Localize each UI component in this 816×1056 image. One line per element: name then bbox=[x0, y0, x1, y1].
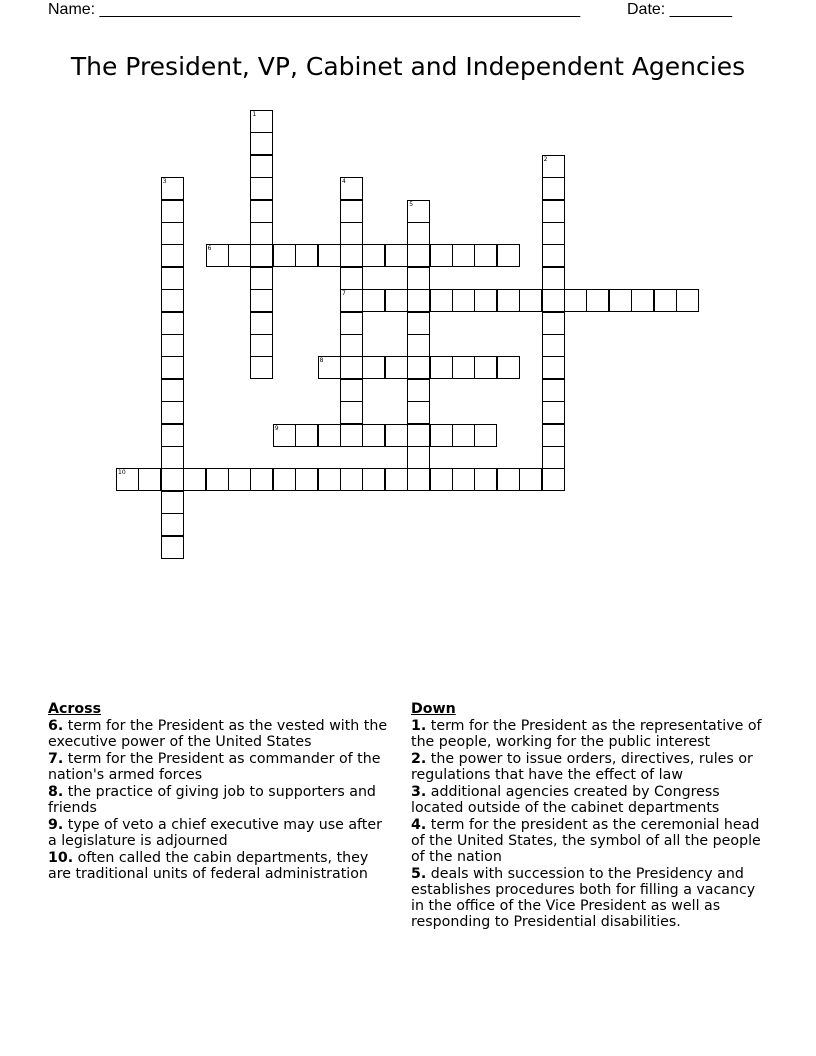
crossword-cell[interactable] bbox=[542, 200, 565, 223]
crossword-cell[interactable] bbox=[474, 289, 497, 312]
crossword-cell[interactable] bbox=[250, 312, 273, 335]
clue-number: 5. bbox=[411, 866, 427, 882]
cell-number: 8 bbox=[319, 357, 324, 365]
clue-text: term for the President as the representative of the people, working for the public interest bbox=[411, 718, 762, 750]
crossword-cell[interactable] bbox=[452, 289, 475, 312]
crossword-cell[interactable] bbox=[407, 356, 430, 379]
crossword-cell[interactable] bbox=[385, 356, 408, 379]
crossword-cell[interactable] bbox=[340, 267, 363, 290]
crossword-cell[interactable] bbox=[452, 356, 475, 379]
clue-across bbox=[48, 817, 393, 849]
clue-down bbox=[411, 751, 769, 783]
crossword-cell[interactable] bbox=[676, 289, 699, 312]
crossword-cell[interactable] bbox=[161, 536, 184, 559]
crossword-cell[interactable] bbox=[228, 468, 251, 491]
crossword-cell[interactable] bbox=[161, 468, 184, 491]
crossword-cell[interactable] bbox=[542, 334, 565, 357]
crossword-cell[interactable] bbox=[609, 289, 632, 312]
clue-number: 2. bbox=[411, 751, 427, 767]
across-heading: Across bbox=[48, 701, 102, 717]
crossword-cell[interactable] bbox=[385, 424, 408, 447]
crossword-cell[interactable] bbox=[318, 244, 341, 267]
crossword-cell[interactable] bbox=[161, 513, 184, 536]
crossword-cell[interactable] bbox=[161, 356, 184, 379]
crossword-cell[interactable] bbox=[161, 177, 184, 200]
crossword-cell[interactable] bbox=[407, 379, 430, 402]
crossword-cell[interactable] bbox=[250, 110, 273, 133]
clue-number: 7. bbox=[48, 751, 64, 767]
crossword-cell[interactable] bbox=[542, 267, 565, 290]
crossword-cell[interactable] bbox=[407, 334, 430, 357]
crossword-cell[interactable] bbox=[206, 244, 229, 267]
clue-down bbox=[411, 718, 769, 750]
clue-number: 4. bbox=[411, 817, 427, 833]
crossword-cell[interactable] bbox=[250, 356, 273, 379]
crossword-cell[interactable] bbox=[542, 222, 565, 245]
clue-across bbox=[48, 784, 393, 816]
crossword-cell[interactable] bbox=[340, 424, 363, 447]
crossword-cell[interactable] bbox=[385, 244, 408, 267]
clue-down bbox=[411, 784, 769, 816]
crossword-cell[interactable] bbox=[161, 401, 184, 424]
crossword-cell[interactable] bbox=[250, 222, 273, 245]
crossword-cell[interactable] bbox=[430, 356, 453, 379]
across-clues bbox=[48, 700, 393, 883]
crossword-cell[interactable] bbox=[362, 289, 385, 312]
cell-number: 1 bbox=[252, 111, 257, 118]
crossword-cell[interactable] bbox=[474, 468, 497, 491]
crossword-cell[interactable] bbox=[295, 468, 318, 491]
crossword-cell[interactable] bbox=[497, 289, 520, 312]
crossword-cell[interactable] bbox=[542, 468, 565, 491]
crossword-cell[interactable] bbox=[586, 289, 609, 312]
crossword-cell[interactable] bbox=[161, 267, 184, 290]
clue-number: 1. bbox=[411, 718, 427, 734]
clue-across bbox=[48, 850, 393, 882]
down-heading: Down bbox=[411, 701, 456, 717]
clue-down bbox=[411, 866, 769, 930]
crossword-cell[interactable] bbox=[474, 424, 497, 447]
clue-text: often called the cabin departments, they are traditional units of federal administration bbox=[48, 850, 369, 882]
crossword-cell[interactable] bbox=[250, 132, 273, 155]
crossword-cell[interactable] bbox=[340, 289, 363, 312]
crossword-cell[interactable] bbox=[430, 468, 453, 491]
crossword-cell[interactable] bbox=[161, 424, 184, 447]
crossword-cell[interactable] bbox=[519, 289, 542, 312]
clue-number: 6. bbox=[48, 718, 64, 734]
crossword-cell[interactable] bbox=[250, 468, 273, 491]
cell-number: 10 bbox=[118, 469, 126, 477]
crossword-cell[interactable] bbox=[161, 200, 184, 223]
crossword-cell[interactable] bbox=[228, 244, 251, 267]
crossword-cell[interactable] bbox=[362, 356, 385, 379]
crossword-cell[interactable] bbox=[295, 244, 318, 267]
crossword-cell[interactable] bbox=[161, 379, 184, 402]
clue-text: the power to issue orders, directives, rules or regulations that have the effect of law bbox=[411, 751, 753, 783]
crossword-cell[interactable] bbox=[250, 267, 273, 290]
crossword-cell[interactable] bbox=[452, 424, 475, 447]
crossword-cell[interactable] bbox=[497, 244, 520, 267]
crossword-cell[interactable] bbox=[161, 312, 184, 335]
crossword-cell[interactable] bbox=[183, 468, 206, 491]
crossword-cell[interactable] bbox=[250, 155, 273, 178]
crossword-cell[interactable] bbox=[340, 356, 363, 379]
crossword-cell[interactable] bbox=[474, 244, 497, 267]
crossword-cell[interactable] bbox=[407, 468, 430, 491]
crossword-cell[interactable] bbox=[161, 244, 184, 267]
crossword-cell[interactable] bbox=[273, 244, 296, 267]
crossword-cell[interactable] bbox=[452, 468, 475, 491]
cell-number: 7 bbox=[342, 290, 346, 298]
clue-text: term for the president as the ceremonial head of the United States, the symbol of all the people of the nation bbox=[411, 817, 761, 865]
crossword-cell[interactable] bbox=[497, 356, 520, 379]
clue-text: term for the President as commander of the nation's armed forces bbox=[48, 751, 381, 783]
crossword-cell[interactable] bbox=[250, 244, 273, 267]
crossword-cell[interactable] bbox=[542, 312, 565, 335]
crossword-cell[interactable] bbox=[116, 468, 139, 491]
clue-number: 10. bbox=[48, 850, 74, 866]
crossword-cell[interactable] bbox=[407, 424, 430, 447]
cell-number: 5 bbox=[409, 200, 414, 208]
crossword-cell[interactable] bbox=[407, 289, 430, 312]
crossword-cell[interactable] bbox=[407, 244, 430, 267]
crossword-cell[interactable] bbox=[407, 446, 430, 469]
crossword-cell[interactable] bbox=[340, 312, 363, 335]
crossword-cell[interactable] bbox=[161, 289, 184, 312]
crossword-cell[interactable] bbox=[340, 200, 363, 223]
clue-number: 9. bbox=[48, 817, 64, 833]
crossword-cell[interactable] bbox=[318, 424, 341, 447]
clue-across bbox=[48, 751, 393, 783]
crossword-cell[interactable] bbox=[542, 424, 565, 447]
crossword-cell[interactable] bbox=[138, 468, 161, 491]
clue-text: term for the President as the vested with the executive power of the United States bbox=[48, 718, 388, 750]
cell-number: 6 bbox=[207, 245, 212, 253]
crossword-cell[interactable] bbox=[206, 468, 229, 491]
crossword-cell[interactable] bbox=[340, 177, 363, 200]
crossword-cell[interactable] bbox=[564, 289, 587, 312]
crossword-cell[interactable] bbox=[542, 379, 565, 402]
crossword-cell[interactable] bbox=[362, 244, 385, 267]
crossword-cell[interactable] bbox=[340, 334, 363, 357]
cell-number: 2 bbox=[543, 155, 548, 163]
cell-number: 3 bbox=[162, 178, 167, 186]
crossword-cell[interactable] bbox=[362, 424, 385, 447]
name-field-label: Name: ______________________________________________________ bbox=[48, 1, 581, 18]
clue-text: type of veto a chief executive may use after a legislature is adjourned bbox=[48, 817, 382, 849]
crossword-cell[interactable] bbox=[631, 289, 654, 312]
crossword-cell[interactable] bbox=[542, 356, 565, 379]
crossword-cell[interactable] bbox=[542, 177, 565, 200]
clue-number: 8. bbox=[48, 784, 64, 800]
crossword-cell[interactable] bbox=[340, 222, 363, 245]
crossword-cell[interactable] bbox=[519, 468, 542, 491]
cell-number: 4 bbox=[342, 178, 346, 186]
crossword-cell[interactable] bbox=[497, 468, 520, 491]
crossword-cell[interactable] bbox=[340, 244, 363, 267]
crossword-cell[interactable] bbox=[273, 424, 296, 447]
crossword-cell[interactable] bbox=[161, 491, 184, 514]
crossword-cell[interactable] bbox=[340, 468, 363, 491]
crossword-cell[interactable] bbox=[362, 468, 385, 491]
crossword-cell[interactable] bbox=[340, 401, 363, 424]
crossword-cell[interactable] bbox=[250, 177, 273, 200]
clue-across bbox=[48, 718, 393, 750]
clue-text: the practice of giving job to supporters and friends bbox=[48, 784, 376, 816]
crossword-cell[interactable] bbox=[318, 468, 341, 491]
crossword-cell[interactable] bbox=[654, 289, 677, 312]
crossword-cell[interactable] bbox=[542, 289, 565, 312]
crossword-cell[interactable] bbox=[273, 468, 296, 491]
crossword-cell[interactable] bbox=[407, 267, 430, 290]
clue-text: deals with succession to the Presidency and establishes procedures both for filling a vacancy in the office of the Vice President as well as responding to Presidential disabilities. bbox=[411, 866, 756, 930]
crossword-cell[interactable] bbox=[430, 289, 453, 312]
crossword-cell[interactable] bbox=[161, 446, 184, 469]
crossword-cell[interactable] bbox=[474, 356, 497, 379]
crossword-cell[interactable] bbox=[430, 244, 453, 267]
crossword-cell[interactable] bbox=[542, 446, 565, 469]
crossword-cell[interactable] bbox=[385, 468, 408, 491]
page-title: The President, VP, Cabinet and Independent Agencies bbox=[70, 52, 746, 81]
crossword-cell[interactable] bbox=[250, 334, 273, 357]
crossword-cell[interactable] bbox=[542, 244, 565, 267]
crossword-cell[interactable] bbox=[407, 401, 430, 424]
crossword-cell[interactable] bbox=[407, 200, 430, 223]
clue-text: additional agencies created by Congress located outside of the cabinet departments bbox=[411, 784, 720, 816]
date-field-label: Date: _______ bbox=[627, 1, 732, 18]
down-clues bbox=[411, 700, 769, 931]
crossword-cell[interactable] bbox=[452, 244, 475, 267]
crossword-cell[interactable] bbox=[340, 379, 363, 402]
crossword-cell[interactable] bbox=[542, 155, 565, 178]
crossword-cell[interactable] bbox=[250, 289, 273, 312]
crossword-cell[interactable] bbox=[318, 356, 341, 379]
crossword-cell[interactable] bbox=[407, 312, 430, 335]
clue-down bbox=[411, 817, 769, 865]
crossword-cell[interactable] bbox=[407, 222, 430, 245]
crossword-cell[interactable] bbox=[161, 334, 184, 357]
crossword-cell[interactable] bbox=[385, 289, 408, 312]
crossword-cell[interactable] bbox=[430, 424, 453, 447]
crossword-cell[interactable] bbox=[542, 401, 565, 424]
clue-number: 3. bbox=[411, 784, 427, 800]
crossword-cell[interactable] bbox=[161, 222, 184, 245]
crossword-cell[interactable] bbox=[250, 200, 273, 223]
crossword-cell[interactable] bbox=[295, 424, 318, 447]
cell-number: 9 bbox=[274, 424, 279, 432]
